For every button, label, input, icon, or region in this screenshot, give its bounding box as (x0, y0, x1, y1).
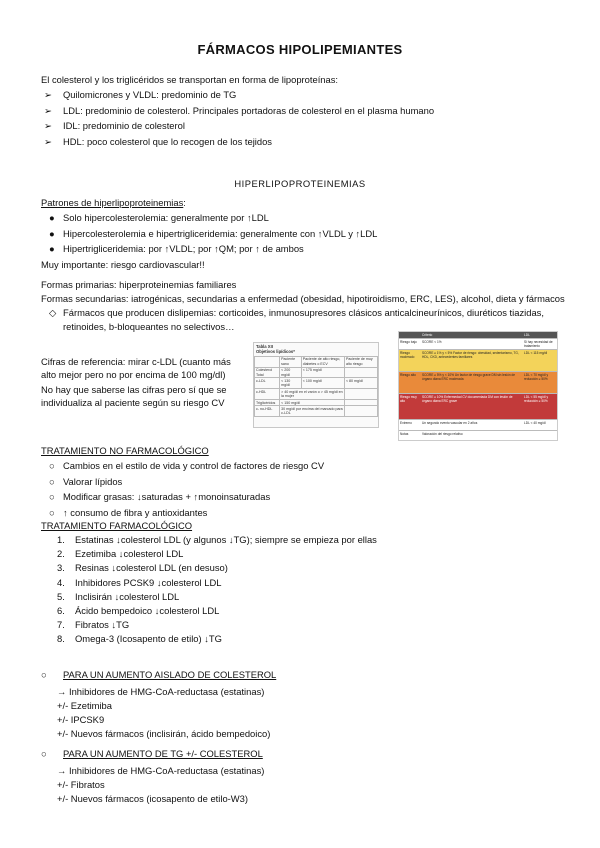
table-subtitle: Objetivos lipídicos* (256, 349, 295, 355)
table-cell: < 150 mg/dl (280, 400, 345, 406)
table-row (399, 430, 557, 441)
table-cell: Un segundo evento vascular en 2 años (422, 421, 478, 425)
table-cell: < 130 mg/dl (280, 378, 302, 389)
table-row (399, 393, 557, 419)
table-cell: Notas (400, 432, 409, 436)
list-item: ○ Valorar lípidos (41, 474, 324, 490)
list-item: ● Solo hipercolesterolemia: generalmente por ↑LDL (41, 210, 377, 226)
tg-heading: PARA UN AUMENTO DE TG +/- COLESTEROL (63, 748, 263, 759)
arrow-bullet-icon: ➢ (44, 89, 52, 100)
bullet-icon: ● (49, 243, 55, 254)
aislado-line: +/- Nuevos fármacos (inclisirán, ácido bempedoico) (57, 728, 271, 739)
table-header-row (255, 356, 378, 367)
importante-text: Muy importante: riesgo cardiovascular!! (41, 259, 205, 270)
arrow-bullet-icon: ➢ (44, 104, 52, 116)
table-row (255, 378, 378, 389)
list-item: 4. Inhibidores PCSK9 ↓colesterol LDL (57, 576, 222, 588)
no-farma-heading: TRATAMIENTO NO FARMACOLÓGICO (41, 445, 209, 456)
intro-lead: El colesterol y los triglicéridos se transportan en forma de lipoproteínas: (41, 74, 339, 85)
table-cell: Riesgo bajo (400, 340, 417, 344)
referencia-line: alto mejor pero no por encima de 100 mg/dl) (41, 369, 226, 380)
table-cell: Paciente sano (280, 356, 302, 367)
list-item: ➢ IDL: predominio de colesterol (41, 118, 434, 134)
list-item: ➢ Quilomicrones y VLDL: predominio de TG (41, 87, 434, 103)
table-cell: > 40 mg/dl en el varón o > 45 mg/dl en la mujer (281, 389, 343, 399)
circle-bullet-icon: ○ (49, 460, 55, 471)
diamond-bullet-icon: ◇ (49, 307, 57, 318)
page-title: FÁRMACOS HIPOLIPEMIANTES (197, 42, 403, 57)
table-cell: Riesgo alto (400, 373, 416, 377)
list-item: 2. Ezetimiba ↓colesterol LDL (57, 548, 184, 560)
farma-heading: TRATAMIENTO FARMACOLÓGICO (41, 520, 193, 531)
farmacos-dislipemia: ◇ Fármacos que producen dislipemias: corticoides, inmunosupresores clásicos anticalcineurínicos, diuréticos tiazidas, (41, 306, 544, 320)
table-row (399, 338, 557, 349)
aislado-heading-row (41, 668, 276, 682)
circle-bullet-icon: ○ (41, 669, 47, 680)
farma-list (57, 533, 377, 647)
arrow-bullet-icon: ➢ (44, 120, 52, 131)
table-cell (344, 406, 377, 417)
table-cell (344, 389, 377, 400)
referencia-line: Cifras de referencia: mirar c-LDL (cuanto más (41, 356, 231, 367)
aislado-line: → Inhibidores de HMG-CoA-reductasa (estatinas) (57, 686, 265, 697)
list-item: ● Hipertrigliceridemia: por ↑VLDL; por ↑QM; por ↑ de ambos (41, 241, 377, 257)
table-cell: c-LDL (255, 378, 280, 389)
list-item: 6. Ácido bempedoico ↓colesterol LDL (57, 604, 220, 616)
list-item: ➢ HDL: poco colesterol que lo recogen de los tejidos (41, 134, 434, 150)
table-cell: Criterio (422, 333, 433, 337)
table-cell: Si hay necesidad de tratamiento (524, 340, 553, 348)
table-cell: LDL < 115 mg/dl (524, 351, 548, 355)
table-cell: Paciente de alto riesgo, diabetes o ECV (301, 356, 344, 367)
table-cell: SCORE ≥ 10% Enfermedad CV documentada DM con lesión de órgano diana ERC grave (422, 395, 513, 403)
table-cell: SCORE ≥ 5% y < 10% Un factor de riesgo grave DM sin lesión de órgano diana ERC moderada (422, 373, 516, 381)
table-cell (255, 356, 280, 367)
table-row (255, 406, 378, 417)
riesgo-cv-table (398, 331, 558, 441)
objetivos-table-grid (254, 356, 378, 417)
table-row (399, 419, 557, 430)
list-item: ● Hipercolesterolemia e hipertrigliceridemia: generalmente con ↑VLDL y ↑LDL (41, 226, 377, 242)
table-cell (523, 431, 557, 441)
table-cell: < 175 mg/dl (301, 367, 344, 378)
table-cell: 30 mg/dl por encima del marcado para c-LDL (281, 406, 343, 416)
patrones-list (41, 210, 377, 257)
table-cell: SCORE ≥ 1% y < 5% Factor de riesgo: obesidad, sedentarismo, TG, HDL, CKD, antecedentes familiares (422, 351, 519, 359)
circle-bullet-icon: ○ (49, 506, 55, 518)
tg-heading-row (41, 747, 263, 761)
table-cell: SCORE < 1% (422, 340, 442, 344)
table-cell: LDL < 40 mg/dl (524, 421, 546, 425)
secundarias-text: Formas secundarias: iatrogénicas, secundarias a enfermedad (obesidad, hipotiroidismo, ERC, LES), alcohol, dieta y fármacos (41, 293, 565, 304)
list-item: ○ Modificar grasas: ↓saturadas + ↑monoinsaturadas (41, 489, 324, 505)
bullet-icon: ● (49, 212, 55, 223)
circle-bullet-icon: ○ (49, 491, 55, 502)
list-item: ○ Cambios en el estilo de vida y control de factores de riesgo CV (41, 458, 324, 474)
list-item: 3. Resinas ↓colesterol LDL (en desuso) (57, 562, 228, 574)
table-cell: c- no-HDL (255, 406, 280, 417)
table-header-row (399, 332, 557, 338)
lipoprotein-list (41, 87, 434, 149)
table-row (399, 349, 557, 371)
no-farma-list (41, 458, 324, 520)
patrones-heading: Patrones de hiperlipoproteinemias: (41, 197, 186, 208)
bullet-icon: ● (49, 227, 55, 239)
referencia-line: individualiza al paciente según su riesgo CV (41, 397, 225, 408)
table-cell: Riesgo moderado (400, 351, 415, 359)
aislado-line: +/- Ezetimiba (57, 700, 112, 711)
table-cell: Triglicéridos (255, 400, 280, 406)
table-cell: < 100 mg/dl (301, 378, 344, 389)
table-cell: < 200 mg/dl (280, 367, 302, 378)
table-cell (399, 332, 421, 338)
tg-line: +/- Fibratos (57, 779, 105, 790)
list-item: 5. Inclisirán ↓colesterol LDL (57, 590, 180, 602)
list-item: 7. Fibratos ↓TG (57, 619, 130, 631)
table-row (255, 367, 378, 378)
tg-line: → Inhibidores de HMG-CoA-reductasa (estatinas) (57, 765, 265, 776)
table-cell: LDL (524, 333, 530, 337)
table-cell: LDL < 70 mg/dl y reducción ≥ 50% (524, 373, 549, 381)
table-row (399, 371, 557, 393)
table-cell: Riesgo muy alto (400, 395, 417, 403)
table-cell (344, 367, 377, 378)
table-cell: < 80 mg/dl (344, 378, 377, 389)
table-title: Tabla XII (256, 344, 273, 349)
arrow-bullet-icon: ➢ (44, 135, 52, 147)
aislado-line: +/- IPCSK9 (57, 714, 105, 725)
list-item: ➢ LDL: predominio de colesterol. Principales portadoras de colesterol en el plasma humano (41, 103, 434, 119)
list-item: 1. Estatinas ↓colesterol LDL (y algunos ↓TG); siempre se empieza por ellas (57, 534, 377, 545)
list-item: ○ ↑ consumo de fibra y antioxidantes (41, 505, 324, 521)
table-cell: c-HDL (255, 389, 280, 400)
farmacos-dislipemia-cont: retinoides, b-bloqueantes no selectivos… (63, 321, 235, 332)
aislado-heading: PARA UN AUMENTO AISLADO DE COLESTEROL (63, 669, 277, 680)
table-cell: Extremo (400, 421, 412, 425)
objetivos-lipidicos-table (253, 342, 379, 428)
circle-bullet-icon: ○ (41, 748, 47, 759)
table-cell: Colesterol Total (255, 367, 280, 378)
tg-line: +/- Nuevos fármacos (icosapento de etilo-W3) (57, 793, 248, 804)
circle-bullet-icon: ○ (49, 475, 55, 487)
section-heading-hiper: HIPERLIPOPROTEINEMIAS (234, 178, 366, 189)
table-row (255, 389, 378, 400)
table-cell: Valoración del riesgo relativo (422, 432, 463, 436)
referencia-line: No hay que saberse las cifras pero sí que se (41, 384, 227, 395)
table-cell: LDL < 55 mg/dl y reducción ≥ 50% (524, 395, 549, 403)
list-item: 8. Omega-3 (Icosapento de etilo) ↓TG (57, 633, 222, 645)
primarias-text: Formas primarias: hiperproteinemias familiares (41, 279, 237, 290)
table-cell: Paciente de muy alto riesgo (344, 356, 377, 367)
